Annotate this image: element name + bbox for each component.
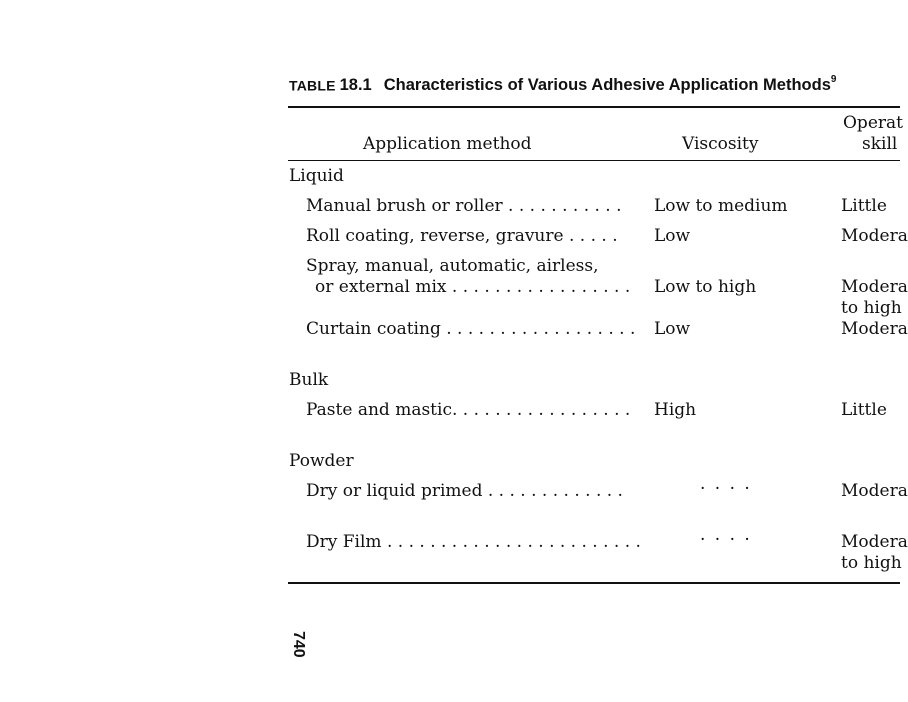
method-spray-line2-text: or external mix . . . . . . . . . . . . . . . . .: [315, 277, 631, 297]
header-application-method: Application method: [363, 134, 532, 154]
skill-manual-brush: Little: [841, 196, 887, 216]
skill-curtain-coating: Modera: [841, 319, 908, 339]
viscosity-roll-coating: Low: [654, 226, 691, 246]
viscosity-manual-brush: Low to medium: [654, 196, 788, 216]
section-liquid: Liquid: [289, 166, 344, 186]
skill-paste-mastic: Little: [841, 400, 887, 420]
viscosity-dry-film: · · · ·: [700, 530, 752, 550]
viscosity-paste-mastic: High: [654, 400, 697, 420]
method-curtain-coating: Curtain coating . . . . . . . . . . . . . . . . . .: [306, 319, 636, 339]
skill-dry-film-line1: Modera: [841, 532, 908, 552]
table-bottom-rule: [288, 582, 900, 584]
skill-dry-liquid-primed: Modera: [841, 481, 908, 501]
method-dry-film: Dry Film . . . . . . . . . . . . . . . . . . . . . . . .: [306, 532, 641, 552]
skill-spray-line2: to high: [841, 298, 902, 318]
header-rule: [288, 160, 900, 161]
method-manual-brush: Manual brush or roller . . . . . . . . . . .: [306, 196, 622, 216]
table-label: TABLE: [289, 77, 336, 94]
skill-roll-coating: Modera: [841, 226, 908, 246]
section-bulk: Bulk: [289, 370, 329, 390]
method-roll-coating: Roll coating, reverse, gravure . . . . .: [306, 226, 618, 246]
page-number: [287, 631, 309, 661]
method-spray-line2: [306, 277, 630, 297]
table-title: Characteristics of Various Adhesive Application Methods: [383, 76, 831, 95]
skill-spray-line1: Modera: [841, 277, 908, 297]
header-viscosity: Viscosity: [682, 134, 759, 154]
method-spray-line1: Spray, manual, automatic, airless,: [306, 256, 599, 276]
viscosity-curtain-coating: Low: [654, 319, 691, 339]
footnote-ref: 9: [830, 74, 837, 85]
skill-dry-film-line2: to high: [841, 553, 902, 573]
table-top-rule: [288, 106, 900, 108]
header-operator-skill-line1: Operat: [843, 113, 903, 133]
viscosity-spray: Low to high: [654, 277, 757, 297]
viscosity-dry-liquid-primed: · · · ·: [700, 479, 752, 499]
header-operator-skill-line2: skill: [862, 134, 898, 154]
table-caption: [289, 76, 836, 95]
table-number: 18.1: [339, 76, 372, 95]
method-dry-liquid-primed: Dry or liquid primed . . . . . . . . . . . . .: [306, 481, 623, 501]
section-powder: Powder: [289, 451, 354, 471]
method-paste-mastic: Paste and mastic. . . . . . . . . . . . . . . . .: [306, 400, 631, 420]
page-number-text: 740: [290, 631, 307, 658]
